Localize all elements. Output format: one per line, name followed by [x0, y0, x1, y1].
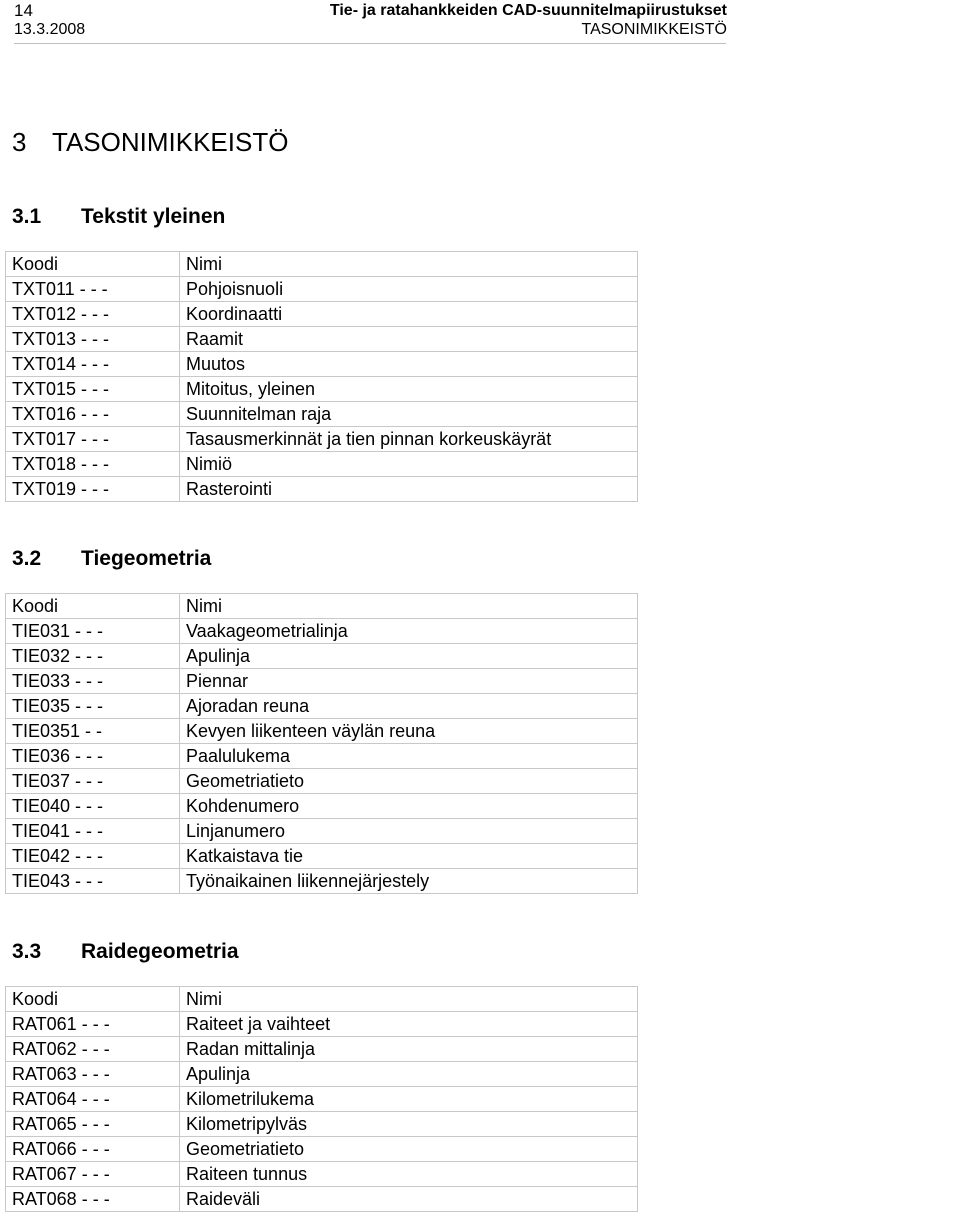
layer-code-cell: RAT062 - - -: [6, 1037, 180, 1062]
layer-code-cell: TIE041 - - -: [6, 819, 180, 844]
layer-code-cell: TXT011 - - -: [6, 277, 180, 302]
table-row: [6, 794, 638, 819]
layer-name-cell: Kohdenumero: [180, 794, 638, 819]
table-row: [6, 1187, 638, 1212]
layer-code-cell: RAT066 - - -: [6, 1137, 180, 1162]
column-header-name: Nimi: [180, 594, 638, 619]
layer-code-cell: TIE031 - - -: [6, 619, 180, 644]
layer-code-cell: TXT019 - - -: [6, 477, 180, 502]
document-title: Tie- ja ratahankkeiden CAD-suunnitelmapiirustukset: [329, 2, 727, 19]
running-head: TASONIMIKKEISTÖ: [581, 21, 727, 38]
layer-name-cell: Kevyen liikenteen väylän reuna: [180, 719, 638, 744]
table-row: [6, 844, 638, 869]
layer-name-cell: Nimiö: [180, 452, 638, 477]
table-header-row: [6, 987, 638, 1012]
section-number: 3.2: [12, 547, 42, 570]
column-header-code: Koodi: [6, 594, 180, 619]
section-number: 3.3: [12, 940, 42, 963]
table-header-row: [6, 252, 638, 277]
layer-name-cell: Työnaikainen liikennejärjestely: [180, 869, 638, 894]
column-header-code: Koodi: [6, 252, 180, 277]
column-header-name: Nimi: [180, 987, 638, 1012]
table-row: [6, 819, 638, 844]
table-header-row: [6, 594, 638, 619]
table-row: [6, 1037, 638, 1062]
section-heading-3-2: [12, 547, 211, 571]
table-row: [6, 402, 638, 427]
header-divider: [14, 43, 726, 44]
layer-code-cell: TXT015 - - -: [6, 377, 180, 402]
layer-code-cell: RAT065 - - -: [6, 1112, 180, 1137]
table-row: [6, 277, 638, 302]
layer-name-cell: Raiteen tunnus: [180, 1162, 638, 1187]
section-heading-3-3: [12, 940, 239, 964]
section-title: Raidegeometria: [81, 940, 239, 963]
layer-name-cell: Radan mittalinja: [180, 1037, 638, 1062]
layer-name-cell: Kilometripylväs: [180, 1112, 638, 1137]
layer-code-cell: TXT012 - - -: [6, 302, 180, 327]
layer-code-cell: TIE0351 - -: [6, 719, 180, 744]
table-row: [6, 619, 638, 644]
document-date: 13.3.2008: [14, 21, 86, 38]
table-row: [6, 669, 638, 694]
table-row: [6, 694, 638, 719]
table-row: [6, 644, 638, 669]
layer-name-cell: Suunnitelman raja: [180, 402, 638, 427]
page-number: 14: [14, 1, 33, 20]
layer-name-cell: Vaakageometrialinja: [180, 619, 638, 644]
table-row: [6, 352, 638, 377]
layer-code-cell: TXT013 - - -: [6, 327, 180, 352]
layer-name-cell: Geometriatieto: [180, 769, 638, 794]
table-row: [6, 869, 638, 894]
layer-code-cell: RAT068 - - -: [6, 1187, 180, 1212]
layer-name-cell: Paalulukema: [180, 744, 638, 769]
table-row: [6, 1062, 638, 1087]
table-row: [6, 327, 638, 352]
layer-name-cell: Raideväli: [180, 1187, 638, 1212]
layer-code-cell: TIE033 - - -: [6, 669, 180, 694]
layer-code-cell: TIE040 - - -: [6, 794, 180, 819]
chapter-number: 3: [12, 127, 27, 157]
layer-code-cell: TIE037 - - -: [6, 769, 180, 794]
layer-code-cell: TIE042 - - -: [6, 844, 180, 869]
table-row: [6, 1087, 638, 1112]
layer-code-cell: RAT061 - - -: [6, 1012, 180, 1037]
layer-table-3-1: [5, 251, 638, 502]
table-row: [6, 1112, 638, 1137]
layer-name-cell: Koordinaatti: [180, 302, 638, 327]
layer-table-3-3: [5, 986, 638, 1212]
layer-code-cell: RAT064 - - -: [6, 1087, 180, 1112]
column-header-name: Nimi: [180, 252, 638, 277]
section-heading-3-1: [12, 205, 225, 229]
layer-name-cell: Geometriatieto: [180, 1137, 638, 1162]
table-row: [6, 1137, 638, 1162]
layer-name-cell: Rasterointi: [180, 477, 638, 502]
table-row: [6, 744, 638, 769]
layer-name-cell: Piennar: [180, 669, 638, 694]
layer-code-cell: TXT016 - - -: [6, 402, 180, 427]
table-row: [6, 427, 638, 452]
table-row: [6, 769, 638, 794]
section-number: 3.1: [12, 205, 42, 228]
layer-name-cell: Muutos: [180, 352, 638, 377]
table-row: [6, 452, 638, 477]
layer-code-cell: RAT067 - - -: [6, 1162, 180, 1187]
table-row: [6, 719, 638, 744]
layer-name-cell: Tasausmerkinnät ja tien pinnan korkeuskäyrät: [180, 427, 638, 452]
layer-name-cell: Linjanumero: [180, 819, 638, 844]
layer-name-cell: Apulinja: [180, 1062, 638, 1087]
table-row: [6, 1162, 638, 1187]
layer-name-cell: Pohjoisnuoli: [180, 277, 638, 302]
layer-code-cell: TXT018 - - -: [6, 452, 180, 477]
table-row: [6, 302, 638, 327]
column-header-code: Koodi: [6, 987, 180, 1012]
layer-table-3-2: [5, 593, 638, 894]
chapter-heading: [12, 127, 288, 158]
layer-name-cell: Raamit: [180, 327, 638, 352]
section-title: Tiegeometria: [81, 547, 212, 570]
layer-name-cell: Raiteet ja vaihteet: [180, 1012, 638, 1037]
layer-code-cell: TIE035 - - -: [6, 694, 180, 719]
layer-name-cell: Mitoitus, yleinen: [180, 377, 638, 402]
layer-name-cell: Katkaistava tie: [180, 844, 638, 869]
table-row: [6, 377, 638, 402]
layer-name-cell: Ajoradan reuna: [180, 694, 638, 719]
table-row: [6, 1012, 638, 1037]
layer-code-cell: TXT017 - - -: [6, 427, 180, 452]
section-title: Tekstit yleinen: [81, 205, 226, 228]
layer-code-cell: RAT063 - - -: [6, 1062, 180, 1087]
chapter-title: TASONIMIKKEISTÖ: [52, 127, 289, 157]
layer-code-cell: TIE036 - - -: [6, 744, 180, 769]
layer-code-cell: TXT014 - - -: [6, 352, 180, 377]
layer-name-cell: Kilometrilukema: [180, 1087, 638, 1112]
table-row: [6, 477, 638, 502]
layer-code-cell: TIE043 - - -: [6, 869, 180, 894]
layer-name-cell: Apulinja: [180, 644, 638, 669]
layer-code-cell: TIE032 - - -: [6, 644, 180, 669]
